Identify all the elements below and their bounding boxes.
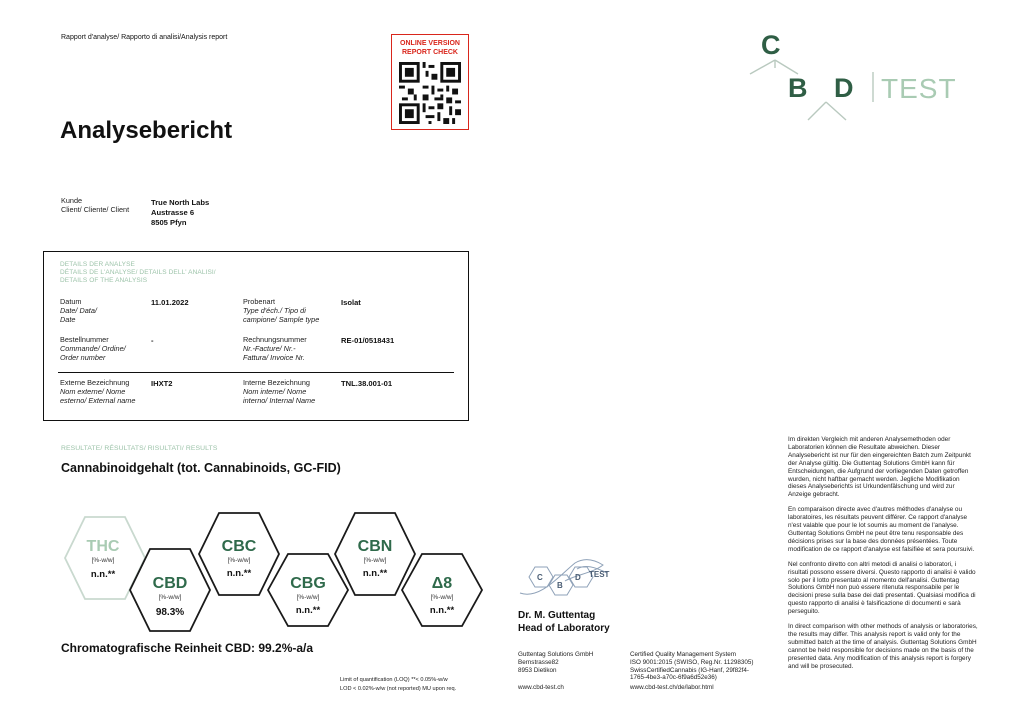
online-check-line1: ONLINE VERSION	[400, 40, 460, 47]
invoice-value: RE-01/0518431	[341, 336, 395, 345]
disclaimer-fr: En comparaison directe avec d'autres méthodes d'analyse ou laboratoires, les résultats peuvent différer. Ce rapport d'analyse n'est valable que pour le lot soumis au moment de l'analyse. Guttentag Solutions GmbH ne peut être tenu responsable des décisions prises sur la base des données présentées. Toute modification de ce rapport d'analyse est falsifiée et sera poursuivi.	[788, 506, 975, 553]
cbd-test-logo	[748, 30, 978, 125]
client-label: Kunde Client/ Cliente/ Client	[61, 196, 130, 214]
client-city: 8505 Pfyn	[151, 217, 187, 227]
loq-note: Limit of quantification (LOQ) **< 0.05%-w/w	[340, 677, 448, 683]
svg-text:TEST: TEST	[589, 570, 610, 579]
report-type: Rapport d'analyse/ Rapporto di analisi/Analysis report	[61, 34, 228, 41]
online-check-line2: REPORT CHECK	[401, 48, 458, 56]
d8-unit: [%-w/w]	[430, 594, 454, 601]
thc-value: n.n.**	[90, 569, 116, 580]
results-title: Cannabinoidgehalt (tot. Cannabinoids, GC-FID)	[61, 461, 341, 475]
logo-b: B	[788, 73, 808, 103]
details-heading: DETAILS DER ANALYSE DÉTAILS DE L'ANALYSE/ DETAILS DELL' ANALISI/ DETAILS OF THE ANALYSIS	[60, 261, 216, 284]
sample-type-label: Probenart Type d'éch./ Tipo di campione/ Sample type	[243, 297, 320, 324]
hex-cbg	[278, 575, 338, 618]
details-divider	[58, 372, 454, 373]
cbc-value: n.n.**	[226, 568, 252, 579]
cbc-unit: [%-w/w]	[227, 557, 251, 564]
signature-block	[518, 610, 610, 635]
date-label: Datum Date/ Data/ Date	[60, 297, 97, 324]
hex-cbc	[209, 538, 269, 581]
analysis-details-box	[43, 251, 469, 421]
d8-name: Δ8	[431, 575, 453, 592]
svg-text:D: D	[575, 573, 581, 582]
cbd-unit: [%-w/w]	[158, 594, 182, 601]
svg-text:B: B	[557, 581, 563, 590]
logo-d: D	[834, 73, 854, 103]
limits-note	[340, 676, 456, 694]
results-heading: RESULTATE/ RÉSULTATS/ RISULTATI/ RESULTS	[61, 445, 218, 452]
invoice-label: Rechnungsnummer Nr.-Facture/ Nr.- Fattura/ Invoice Nr.	[243, 335, 307, 362]
disclaimer-it: Nel confronto diretto con altri metodi di analisi o laboratori, i risultati possono essere diversi. Questo rapporto di analisi è valido solo per il lotto presentato al momento dell'analisi. Guttentag Solutions GmbH non può essere ritenuta responsabile per le decisioni prese sulla base dei dati presentati. Qualsiasi modifica di questo rapporto di analisi è falsificazione di documenti e sarà perseguito.	[788, 560, 976, 616]
hex-cbd	[140, 575, 200, 620]
cbg-name: CBG	[290, 575, 326, 592]
hex-delta8	[412, 575, 472, 618]
thc-name: THC	[86, 538, 120, 555]
date-value: 11.01.2022	[151, 298, 189, 307]
d8-value: n.n.**	[429, 605, 455, 616]
qm-link[interactable]: www.cbd-test.ch/de/labor.html	[630, 684, 714, 691]
order-label: Bestellnummer Commande/ Ordine/ Order number	[60, 335, 126, 362]
signatory-name: Dr. M. Guttentag	[518, 610, 596, 621]
hex-thc	[73, 538, 133, 582]
purity-line: Chromatografische Reinheit CBD: 99.2%-a/a	[61, 641, 314, 655]
signature	[515, 555, 615, 610]
internal-name-value: TNL.38.001-01	[341, 379, 393, 388]
website-link[interactable]: www.cbd-test.ch	[518, 684, 564, 691]
cbn-unit: [%-w/w]	[363, 557, 387, 564]
disclaimer-de: Im direkten Vergleich mit anderen Analysemethoden oder Laboratorien können die Resultate abweichen. Dieser Analysebericht ist nur für den eingereichten Batch zum Zeitpunkt der Analyse gültig. Die Guttentag Solutions GmbH kann für Entscheidungen, die Aufgrund der vorliegenden Daten getroffen wurden, nicht haftbar gemacht werden. Jegliche Modifikation dieses Analyseberichts ist Urkundenfälschung und wird zur Anzeige gebracht.	[788, 436, 971, 499]
hex-cbn	[345, 538, 405, 581]
cbc-name: CBC	[221, 538, 257, 555]
order-value: -	[151, 336, 154, 345]
client-name: True North Labs	[151, 198, 210, 207]
cbn-value: n.n.**	[362, 568, 388, 579]
cbd-value: 98.3%	[155, 607, 185, 618]
online-report-check[interactable]	[391, 34, 469, 130]
sample-type-value: Isolat	[341, 298, 361, 307]
logo-c: C	[761, 30, 781, 60]
thc-unit: [%-w/w]	[91, 557, 115, 564]
cbd-name: CBD	[152, 575, 188, 592]
client-street: Austrasse 6	[151, 207, 195, 217]
cbg-value: n.n.**	[295, 605, 321, 616]
logo-test: TEST	[881, 73, 957, 104]
signatory-role: Head of Laboratory	[518, 622, 610, 634]
qr-code-icon	[399, 62, 461, 124]
disclaimer	[788, 436, 978, 677]
page-title: Analysebericht	[60, 117, 233, 144]
external-name-value: IHXT2	[151, 379, 173, 388]
internal-name-label: Interne Bezeichnung Nom interne/ Nome interno/ Internal Name	[243, 378, 316, 405]
client-address	[151, 198, 209, 227]
cbg-unit: [%-w/w]	[296, 594, 320, 601]
disclaimer-en: In direct comparison with other methods of analysis or laboratories, the results may differ. This analysis report is valid only for the submitted batch at the time of analysis. Guttentag Solutions GmbH cannot be held responsible for decisions made on the basis of the presented data. Any modification of this analysis report is forgery and will be prosecuted.	[788, 623, 978, 670]
lod-note: LOD < 0.02%-w/w (not reported) MU upon req.	[340, 686, 457, 692]
cbn-name: CBN	[357, 538, 393, 555]
external-name-label: Externe Bezeichnung Nom externe/ Nome esterno/ External name	[60, 378, 136, 405]
company-address: Guttentag Solutions GmbH Bernstrasse82 8953 Dietikon	[518, 651, 594, 674]
qm-certification: Certified Quality Management System ISO 9001:2015 (SWISO, Reg.Nr. 11298305) SwissCertifiedCannabis (IG-Hanf, 29f82f4- 1765-4be3-a70c-6f9a6d52e36)	[630, 651, 754, 682]
svg-text:C: C	[537, 573, 543, 582]
